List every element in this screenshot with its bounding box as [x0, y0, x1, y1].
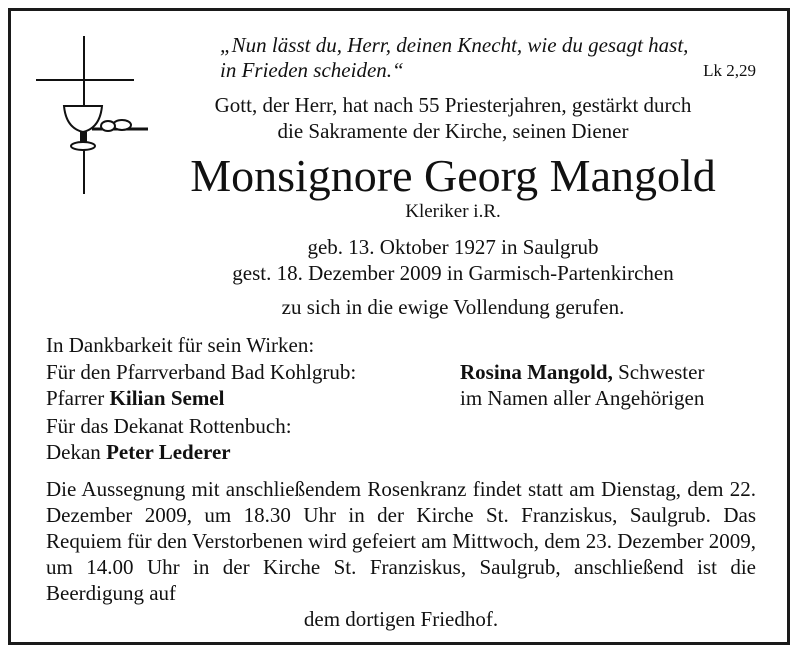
funeral-last-line: dem dortigen Friedhof. [303, 607, 499, 631]
funeral-details [46, 476, 756, 632]
deanery-name: Peter Lederer [106, 440, 231, 464]
gratitude-line: In Dankbarkeit für sein Wirken: [46, 333, 315, 357]
deanery-block [46, 413, 292, 465]
funeral-text: Die Aussegnung mit anschließendem Rosenkranz findet statt am Dienstag, dem 22. Dezember 2009, um 18.30 Uhr in der Kirche St. Franziskus, Saulgrub. Das Requiem für den Verstorbenen wird gefeiert am Mittwoch, dem 23. Dezember 2009, um 14.00 Uhr in der Kirche St. Franziskus, Saulgrub, anschließend ist die Beerdigung auf [46, 477, 756, 605]
deanery-signer [46, 439, 292, 465]
quote-line-1: „Nun lässt du, Herr, deinen Knecht, wie du gesagt hast, [220, 33, 689, 57]
life-dates [150, 234, 756, 286]
family-signer [460, 359, 704, 385]
intro-text [150, 92, 756, 144]
birth-date: geb. 13. Oktober 1927 in Saulgrub [307, 235, 599, 259]
sister-role: Schwester [618, 360, 705, 384]
quote-reference: Lk 2,29 [703, 61, 756, 80]
intro-line-1: Gott, der Herr, hat nach 55 Priesterjahren, gestärkt durch [214, 93, 692, 117]
cross-chalice-icon [36, 36, 148, 196]
parish-role: Pfarrer [46, 386, 105, 410]
parish-name: Kilian Semel [109, 386, 225, 410]
relatives-line: im Namen aller Angehörigen [460, 386, 705, 410]
death-date: gest. 18. Dezember 2009 in Garmisch-Partenkirchen [232, 261, 674, 285]
parish-label: Für den Pfarrverband Bad Kohlgrub: [46, 360, 357, 384]
sister-name: Rosina Mangold, [460, 360, 613, 384]
family-block [460, 359, 704, 411]
deanery-label: Für das Dekanat Rottenbuch: [46, 414, 292, 438]
deanery-role: Dekan [46, 440, 101, 464]
parish-signer [46, 385, 356, 411]
quote-line-2: in Frieden scheiden.“ [220, 58, 404, 82]
intro-line-2: die Sakramente der Kirche, seinen Diener [277, 119, 629, 143]
deceased-title: Kleriker i.R. [405, 201, 501, 222]
deceased-name: Monsignore Georg Mangold [190, 150, 716, 201]
called-text: zu sich in die ewige Vollendung gerufen. [281, 295, 625, 319]
parish-block [46, 359, 356, 411]
scripture-quote [220, 33, 756, 83]
